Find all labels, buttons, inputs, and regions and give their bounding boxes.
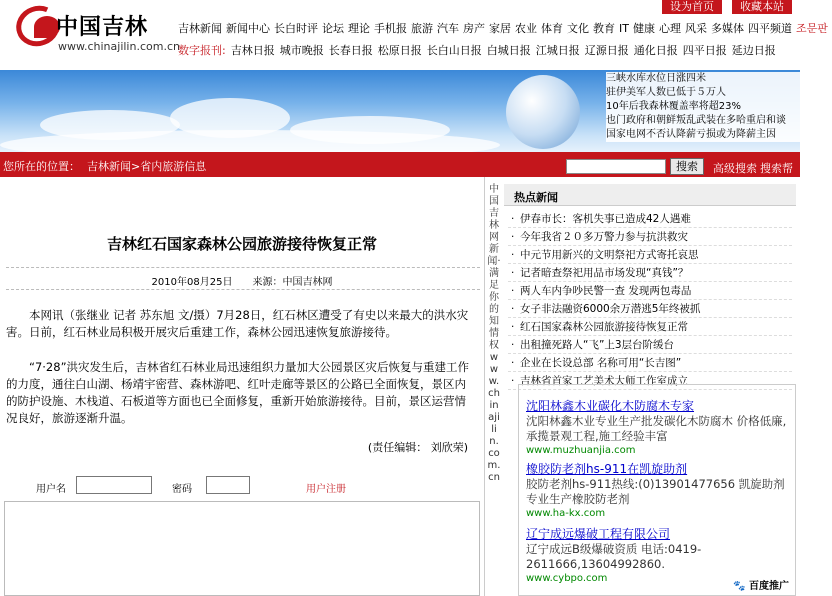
hot-news-item[interactable]: · 红石国家森林公园旅游接待恢复正常 [508, 318, 792, 336]
banner-news-item[interactable]: 也门政府和朝鲜叛乱武装在多哈重启和谈 [606, 115, 786, 126]
ad-title[interactable]: 橡胶防老剂hs-911在凯旋助剂 [526, 462, 688, 476]
comment-login [0, 476, 484, 498]
banner-news-item[interactable]: 10年后我森林覆盖率将超23% [606, 101, 741, 112]
newspaper-link[interactable]: 通化日报 [633, 44, 678, 57]
breadcrumb-path[interactable]: 吉林新闻>省内旅游信息 [87, 160, 207, 173]
nav-link[interactable]: 体育 [541, 22, 563, 35]
banner-news-item[interactable]: 三峡水库水位日涨四米 [606, 73, 706, 84]
article-paragraph: “7·28”洪灾发生后，吉林省红石林业局迅速组织力量加大公园景区灾后恢复与重建工作的力度，通往白山湖、杨靖宇密营、森林游吧、红叶走廊等景区的公路已全面恢复，景区内的防护设施、木栈道、石板道等方面也已全面修复，重新开始旅游接待。目前，景区运营情况良好，旅游逐渐升温。 [6, 360, 470, 425]
nav-link[interactable]: 手机报 [374, 22, 407, 35]
banner-news-item[interactable]: 国家电网不否认降薪亏损或为降薪主因 [606, 129, 776, 140]
hot-news-item[interactable]: · 中元节用新兴的文明祭祀方式寄托哀思 [508, 246, 792, 264]
hot-news-item[interactable]: · 两人车内争吵民警一查 发现两包毒品 [508, 282, 792, 300]
ad-box [518, 384, 796, 596]
hot-news-item[interactable]: · 女子非法融资6000余万潜逃5年终被抓 [508, 300, 792, 318]
ad-title[interactable]: 沈阳林鑫木业碳化木防腐木专家 [526, 399, 695, 413]
banner-news-item[interactable]: 驻伊美军人数已低于５万人 [606, 87, 726, 98]
article-paragraph: 本网讯（张继业 记者 苏东旭 文/摄）7月28日，红石林区遭受了有史以来最大的洪水灾害。日前，红石林业局积极开展灾后重建工作，森林公园迅速恢复旅游接待。 [6, 308, 469, 339]
hot-news-item[interactable]: · 出租撞死路人“飞”上3层台阶缓台 [508, 336, 792, 354]
password-label: 密码 [172, 484, 192, 495]
top-buttons [662, 0, 792, 14]
newspaper-link[interactable]: 延边日报 [731, 44, 776, 57]
comment-textarea[interactable] [4, 501, 480, 596]
newspaper-link[interactable]: 吉林日报 [230, 44, 275, 57]
password-input[interactable] [206, 476, 250, 494]
ad-url[interactable]: www.muzhuanjia.com [526, 445, 636, 456]
baidu-promo[interactable] [733, 577, 789, 592]
column-divider [484, 177, 485, 596]
ad-url[interactable]: www.cybpo.com [526, 573, 608, 584]
ad-url[interactable]: www.ha-kx.com [526, 508, 606, 519]
hot-news-item[interactable]: · 伊春市长：客机失事已造成42人遇难 [508, 210, 792, 228]
divider [6, 289, 480, 290]
main-nav [178, 20, 832, 36]
hot-news-item[interactable]: · 吉林省首家工艺美术大师工作室成立 [508, 372, 792, 390]
banner-news-list [606, 72, 800, 142]
nav-link[interactable]: 健康 [632, 22, 655, 35]
nav-link-korean[interactable]: 조문판 [795, 22, 828, 35]
newspaper-link[interactable]: 江城日报 [535, 44, 580, 57]
newspaper-link[interactable]: 四平日报 [682, 44, 727, 57]
site-logo[interactable] [14, 2, 180, 64]
baidu-promo-label: 百度推广 [749, 581, 789, 592]
nav-link[interactable]: 农业 [515, 22, 537, 35]
bookmark-button[interactable]: 收藏本站 [732, 0, 792, 14]
nav-link[interactable]: 多媒体 [710, 22, 744, 35]
hot-news-item[interactable]: · 今年我省２０多万警力参与抗洪救灾 [508, 228, 792, 246]
vertical-slogan: 中国吉林网新闻·满足你的知情权 www.chinajilin.com.cn [487, 184, 501, 483]
nav-link[interactable]: 四平频道 [747, 22, 792, 35]
newspaper-link[interactable]: 松原日报 [377, 44, 422, 57]
ad-title[interactable]: 辽宁成远爆破工程有限公司 [526, 527, 671, 541]
nav-link[interactable]: 汽车 [437, 22, 459, 35]
nav-link[interactable]: 房产 [463, 22, 485, 35]
username-label: 用户名 [36, 484, 66, 495]
ad-description: 胶防老剂hs-911热线:(0)13901477656 凯旋助剂专业生产橡胶防老剂 [526, 477, 785, 506]
search-help-link[interactable]: 搜索帮 [760, 162, 793, 175]
divider [6, 267, 480, 268]
newspaper-link[interactable]: 白城日报 [486, 44, 531, 57]
article-title: 吉林红石国家森林公园旅游接待恢复正常 [106, 235, 377, 253]
hot-news-title: 热点新闻 [514, 191, 558, 204]
ad-description: 辽宁成远B级爆破资质 电话:0419-2611666,13604992860. [526, 542, 702, 571]
logo-url: www.chinajilin.com.cn [58, 40, 180, 53]
article-editor: (责任编辑： 刘欣荣) [367, 441, 468, 454]
set-homepage-button[interactable]: 设为首页 [662, 0, 722, 14]
nav-link[interactable]: 新闻中心 [226, 22, 270, 35]
breadcrumb [3, 158, 206, 174]
nav-link[interactable]: 旅游 [411, 22, 433, 35]
nav-link[interactable]: 吉林新闻 [178, 22, 222, 35]
nav-link[interactable]: 长白时评 [274, 22, 318, 35]
site-header [0, 0, 828, 70]
logo-name: 中国吉林 [56, 14, 149, 40]
newspaper-nav-label: 数字报刊: [178, 44, 226, 57]
newspaper-link[interactable]: 长春日报 [328, 44, 373, 57]
sidebar [504, 184, 796, 596]
newspaper-link[interactable]: 长白山日报 [426, 44, 482, 57]
globe-icon [506, 75, 580, 149]
ad-description: 沈阳林鑫木业专业生产批发碳化木防腐木 价格低廉,承揽景观工程,施工经验丰富 [526, 414, 787, 443]
nav-link[interactable]: 家居 [489, 22, 511, 35]
breadcrumb-label: 您所在的位置： [3, 160, 80, 173]
nav-link[interactable]: 风采 [684, 22, 707, 35]
ad-item [526, 462, 792, 520]
advanced-search-link[interactable]: 高级搜索 [713, 162, 757, 175]
nav-link[interactable]: 教育 [593, 22, 615, 35]
nav-link[interactable]: 论坛 [322, 22, 344, 35]
article [0, 177, 484, 596]
register-link[interactable]: 用户注册 [306, 484, 346, 495]
hot-news-item[interactable]: · 记者暗查祭祀用品市场发现“真钱”？ [508, 264, 792, 282]
search-input[interactable] [566, 159, 666, 174]
hot-news-item[interactable]: · 企业在长设总部 名称可用“长吉图” [508, 354, 792, 372]
nav-link[interactable]: 文化 [567, 22, 589, 35]
search-button[interactable]: 搜索 [670, 158, 704, 175]
nav-link[interactable]: IT [619, 22, 629, 35]
username-input[interactable] [76, 476, 152, 494]
newspaper-nav [178, 42, 781, 58]
nav-link[interactable]: 心理 [658, 22, 681, 35]
hot-news-header [504, 184, 796, 206]
newspaper-link[interactable]: 辽源日报 [584, 44, 629, 57]
paw-icon: 🐾 [733, 581, 746, 592]
hot-news-list [508, 210, 792, 390]
nav-link[interactable]: 理论 [348, 22, 370, 35]
article-meta: 2010年08月25日 来源：中国吉林网 [151, 277, 333, 288]
newspaper-link[interactable]: 城市晚报 [279, 44, 324, 57]
ad-item [526, 399, 792, 457]
